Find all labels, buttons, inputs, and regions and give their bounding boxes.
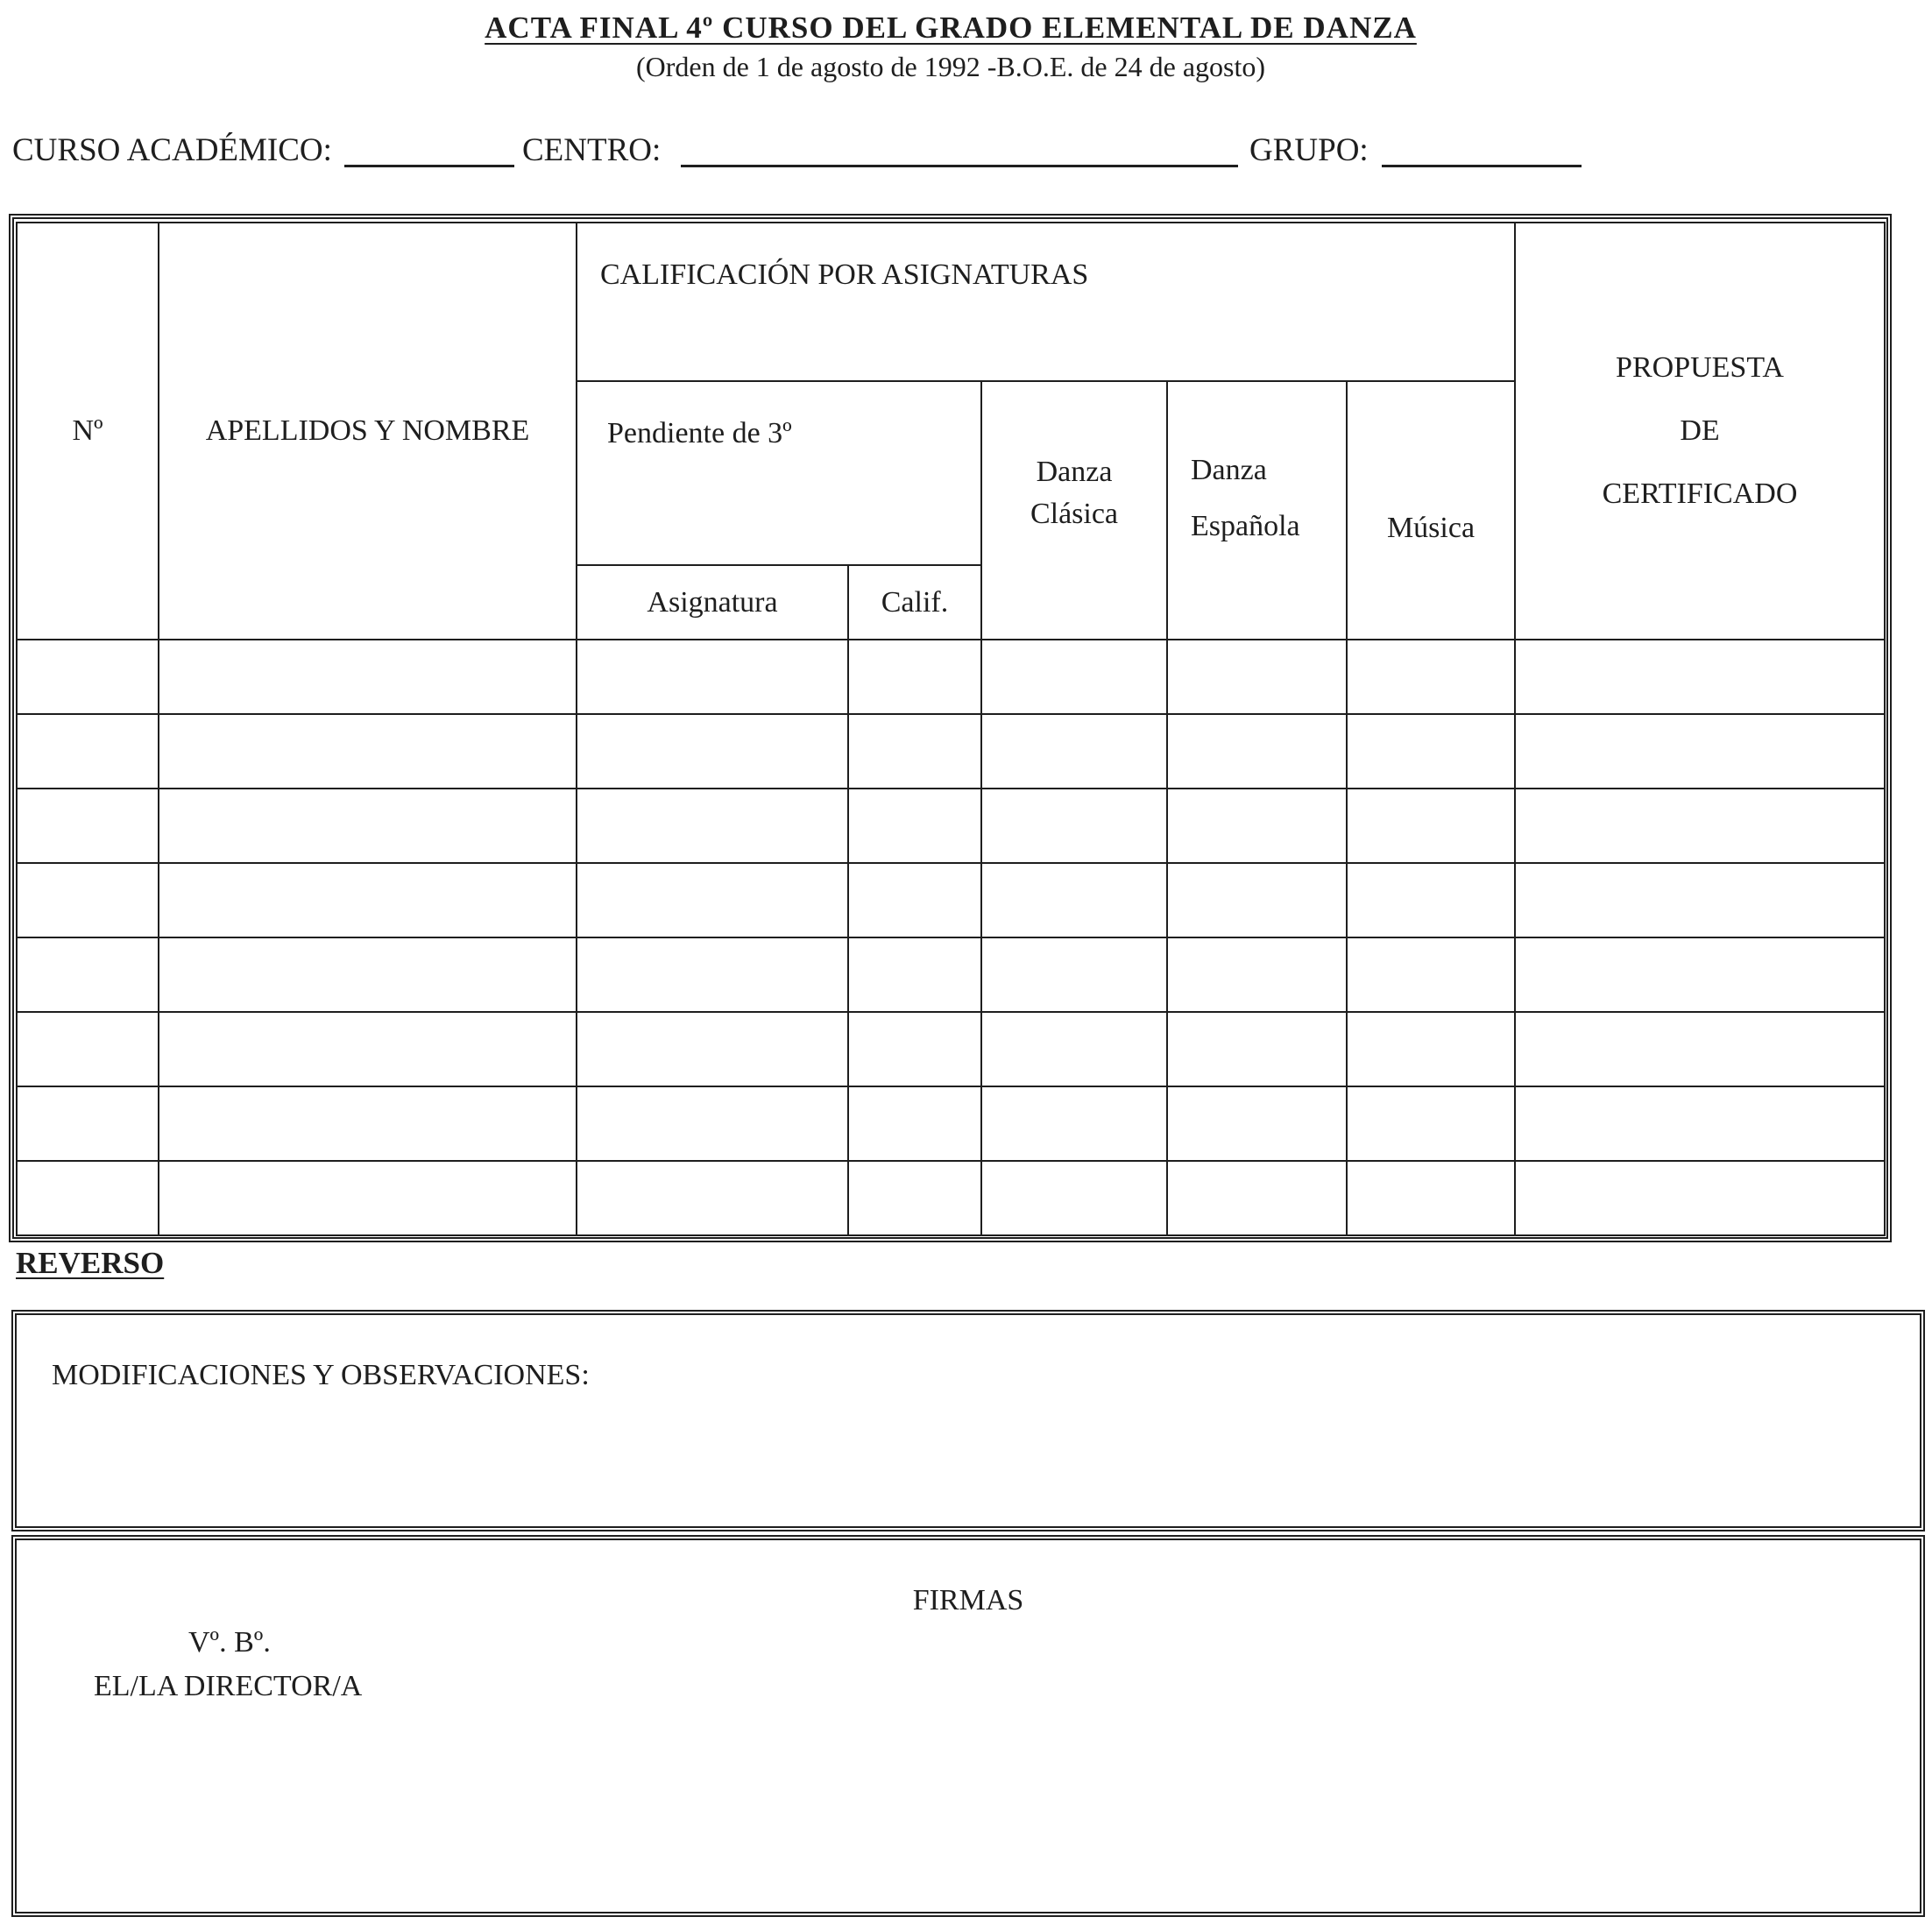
cell-musica[interactable] (1347, 863, 1515, 937)
cell-apellidos-nombre[interactable] (159, 1012, 577, 1086)
cell-apellidos-nombre[interactable] (159, 863, 577, 937)
observaciones-box[interactable] (11, 1310, 1925, 1531)
cell-danza-espanola[interactable] (1167, 1012, 1347, 1086)
musica-label: Música (1386, 511, 1476, 544)
cell-apellidos-nombre[interactable] (159, 1161, 577, 1235)
cell-numero[interactable] (17, 789, 159, 863)
director-signature-area[interactable] (78, 1698, 516, 1899)
cell-asignatura[interactable] (577, 937, 848, 1012)
cell-musica[interactable] (1347, 937, 1515, 1012)
cell-apellidos-nombre[interactable] (159, 937, 577, 1012)
cell-propuesta[interactable] (1515, 1161, 1885, 1235)
cell-propuesta[interactable] (1515, 937, 1885, 1012)
cell-asignatura[interactable] (577, 1161, 848, 1235)
danza-clasica-line-1: Danza (1036, 455, 1113, 488)
header-pendiente-tercero: Pendiente de 3º (577, 381, 981, 565)
cell-asignatura[interactable] (577, 1086, 848, 1161)
cell-danza-clasica[interactable] (981, 714, 1167, 789)
cell-musica[interactable] (1347, 1012, 1515, 1086)
grupo-label: GRUPO: (1249, 132, 1369, 168)
cell-propuesta[interactable] (1515, 789, 1885, 863)
cell-danza-clasica[interactable] (981, 789, 1167, 863)
curso-academico-label: CURSO ACADÉMICO: (12, 132, 332, 168)
firmas-label: FIRMAS (912, 1584, 1024, 1616)
header-danza-clasica (981, 381, 1167, 640)
firmas-box (11, 1535, 1925, 1917)
header-calificacion-asignaturas: CALIFICACIÓN POR ASIGNATURAS (577, 223, 1515, 381)
table-row (17, 1012, 1885, 1086)
cell-numero[interactable] (17, 1161, 159, 1235)
cell-asignatura[interactable] (577, 640, 848, 714)
cell-propuesta[interactable] (1515, 714, 1885, 789)
cell-danza-espanola[interactable] (1167, 1086, 1347, 1161)
table-row (17, 714, 1885, 789)
centro-field[interactable] (681, 165, 1238, 167)
cell-apellidos-nombre[interactable] (159, 1086, 577, 1161)
cell-danza-espanola[interactable] (1167, 937, 1347, 1012)
danza-espanola-line-2: Española (1191, 509, 1300, 542)
document-title: ACTA FINAL 4º CURSO DEL GRADO ELEMENTAL DE DANZA (485, 11, 1417, 45)
cell-numero[interactable] (17, 714, 159, 789)
reverso-heading: REVERSO (16, 1246, 165, 1280)
cell-musica[interactable] (1347, 714, 1515, 789)
document-subtitle: (Orden de 1 de agosto de 1992 -B.O.E. de 24 de agosto) (635, 51, 1266, 82)
cell-danza-espanola[interactable] (1167, 640, 1347, 714)
header-danza-espanola (1167, 381, 1347, 640)
cell-calif[interactable] (848, 863, 981, 937)
acta-table (16, 222, 1886, 1236)
cell-danza-espanola[interactable] (1167, 714, 1347, 789)
header-musica (1347, 381, 1515, 640)
cell-musica[interactable] (1347, 789, 1515, 863)
table-row (17, 863, 1885, 937)
cell-numero[interactable] (17, 863, 159, 937)
table-row (17, 640, 1885, 714)
cell-danza-clasica[interactable] (981, 937, 1167, 1012)
cell-musica[interactable] (1347, 640, 1515, 714)
cell-asignatura[interactable] (577, 1012, 848, 1086)
danza-clasica-line-2: Clásica (1030, 497, 1119, 530)
curso-academico-field[interactable] (344, 165, 514, 167)
cell-numero[interactable] (17, 640, 159, 714)
grupo-field[interactable] (1382, 165, 1582, 167)
cell-propuesta[interactable] (1515, 863, 1885, 937)
table-row (17, 1161, 1885, 1235)
header-numero: Nº (17, 223, 159, 640)
cell-propuesta[interactable] (1515, 1086, 1885, 1161)
cell-calif[interactable] (848, 640, 981, 714)
danza-espanola-line-1: Danza (1191, 453, 1267, 486)
vobo-label: Vº. Bº. (188, 1626, 271, 1659)
cell-musica[interactable] (1347, 1161, 1515, 1235)
cell-apellidos-nombre[interactable] (159, 714, 577, 789)
cell-propuesta[interactable] (1515, 1012, 1885, 1086)
header-apellidos-nombre: APELLIDOS Y NOMBRE (159, 223, 577, 640)
cell-propuesta[interactable] (1515, 640, 1885, 714)
cell-danza-clasica[interactable] (981, 1012, 1167, 1086)
cell-calif[interactable] (848, 789, 981, 863)
cell-asignatura[interactable] (577, 789, 848, 863)
centro-label: CENTRO: (522, 132, 662, 168)
header-propuesta-certificado (1515, 223, 1885, 640)
cell-numero[interactable] (17, 1012, 159, 1086)
cell-danza-clasica[interactable] (981, 1161, 1167, 1235)
cell-danza-clasica[interactable] (981, 1086, 1167, 1161)
header-calif: Calif. (848, 565, 981, 640)
cell-apellidos-nombre[interactable] (159, 640, 577, 714)
table-row (17, 937, 1885, 1012)
propuesta-line-1: PROPUESTA (1616, 351, 1784, 384)
cell-calif[interactable] (848, 937, 981, 1012)
header-asignatura: Asignatura (577, 565, 848, 640)
propuesta-line-3: CERTIFICADO (1602, 477, 1798, 510)
table-row (17, 789, 1885, 863)
cell-calif[interactable] (848, 1086, 981, 1161)
table-row (17, 1086, 1885, 1161)
cell-danza-espanola[interactable] (1167, 789, 1347, 863)
cell-apellidos-nombre[interactable] (159, 789, 577, 863)
cell-numero[interactable] (17, 937, 159, 1012)
observaciones-label: MODIFICACIONES Y OBSERVACIONES: (52, 1359, 590, 1391)
cell-calif[interactable] (848, 1012, 981, 1086)
cell-danza-espanola[interactable] (1167, 1161, 1347, 1235)
cell-musica[interactable] (1347, 1086, 1515, 1161)
cell-calif[interactable] (848, 714, 981, 789)
cell-asignatura[interactable] (577, 863, 848, 937)
cell-danza-clasica[interactable] (981, 863, 1167, 937)
cell-danza-clasica[interactable] (981, 640, 1167, 714)
cell-numero[interactable] (17, 1086, 159, 1161)
cell-danza-espanola[interactable] (1167, 863, 1347, 937)
propuesta-line-2: DE (1680, 414, 1720, 447)
director-label: EL/LA DIRECTOR/A (94, 1670, 363, 1702)
cell-calif[interactable] (848, 1161, 981, 1235)
cell-asignatura[interactable] (577, 714, 848, 789)
